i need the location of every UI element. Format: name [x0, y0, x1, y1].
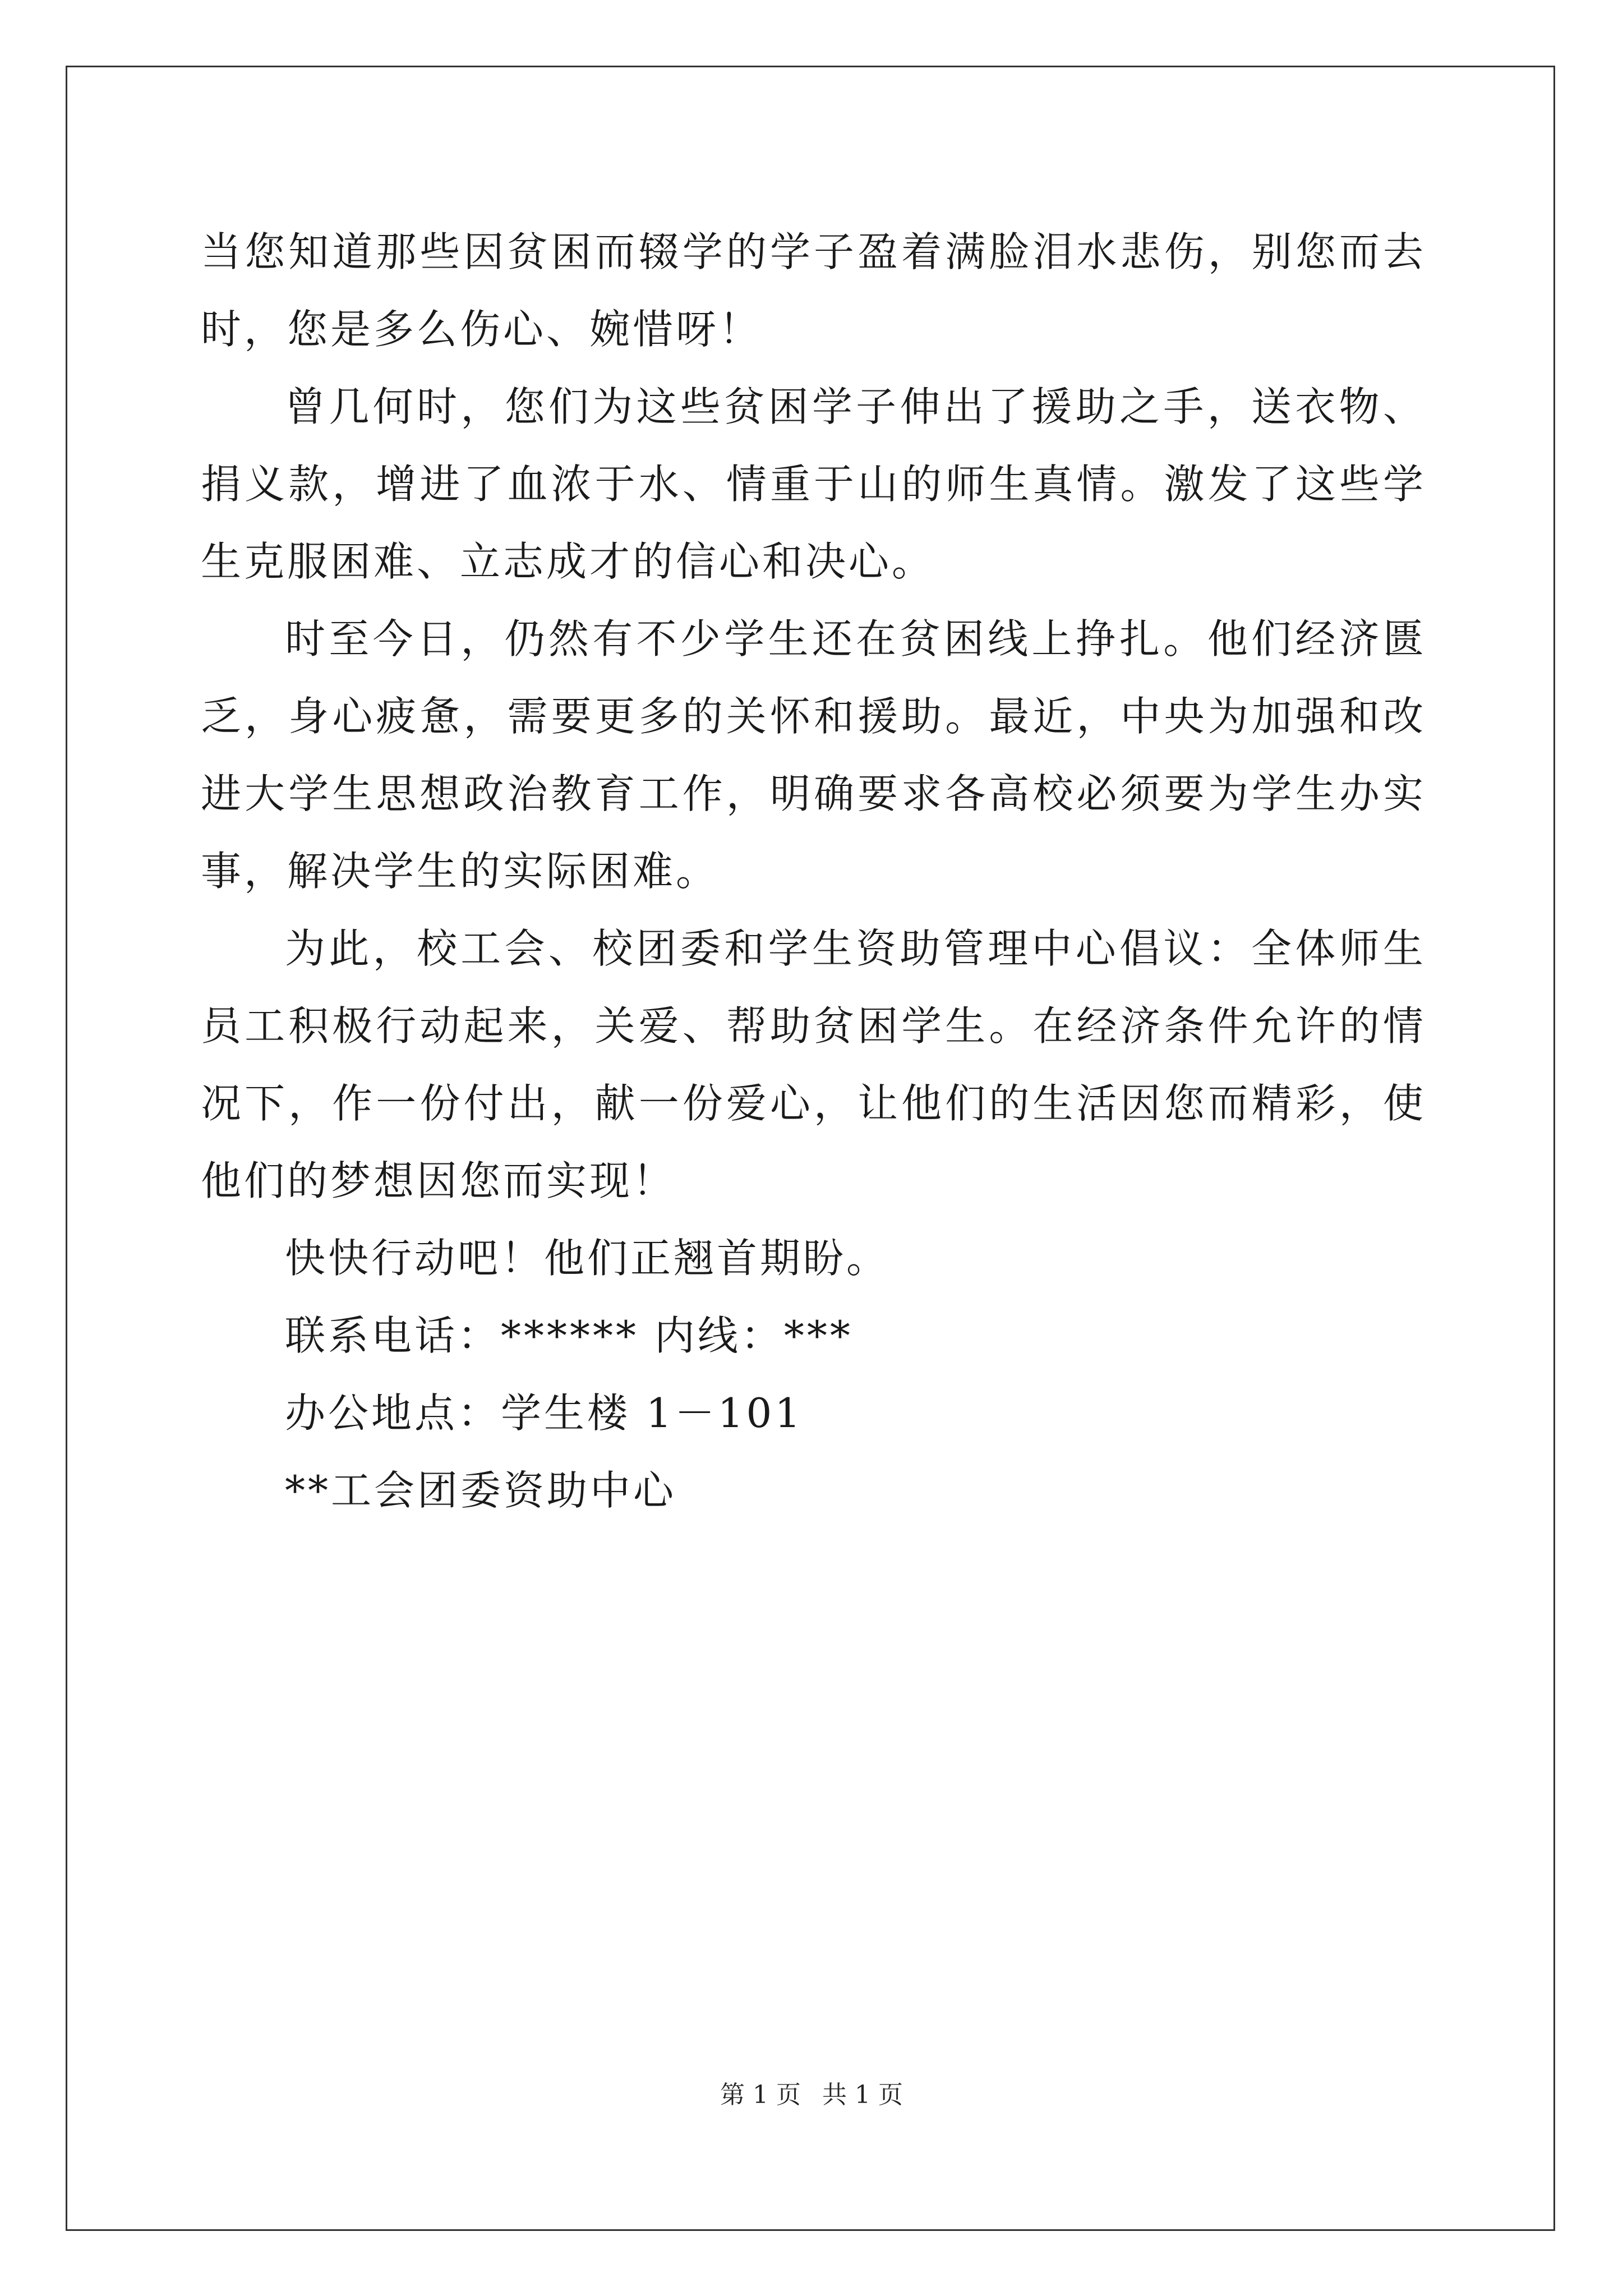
body-paragraph-4: 为此，校工会、校团委和学生资助管理中心倡议：全体师生员工积极行动起来，关爱、帮助贫困学生。在经济条件允许的情况下，作一份付出，献一份爱心，让他们的生活因您而精彩，使他们的梦想因您而实现！: [201, 925, 1426, 1204]
signature-organization: **工会团委资助中心: [285, 1467, 677, 1514]
body-paragraph-2: 曾几何时，您们为这些贫困学子伸出了援助之手，送衣物、捐义款，增进了血浓于水、情重于山的师生真情。激发了这些学生克服困难、立志成才的信心和决心。: [201, 383, 1426, 585]
page-number-current: 第 1 页: [720, 2081, 801, 2109]
page-footer: [0, 2078, 1623, 2112]
contact-phone: 联系电话：****** 内线：***: [285, 1312, 853, 1359]
page-number-total: 共 1 页: [822, 2081, 903, 2109]
body-paragraph-1: 当您知道那些因贫困而辍学的学子盈着满脸泪水悲伤，别您而去时，您是多么伤心、婉惜呀！: [201, 228, 1426, 353]
body-paragraph-3: 时至今日，仍然有不少学生还在贫困线上挣扎。他们经济匮乏，身心疲惫，需要更多的关怀和援助。最近，中央为加强和改进大学生思想政治教育工作，明确要求各高校必须要为学生办实事，解决学生的实际困难。: [201, 615, 1426, 895]
document-body: [201, 213, 1426, 1529]
closing-call-to-action: 快快行动吧！他们正翘首期盼。: [285, 1235, 890, 1282]
office-location: 办公地点：学生楼 1－101: [285, 1389, 804, 1437]
